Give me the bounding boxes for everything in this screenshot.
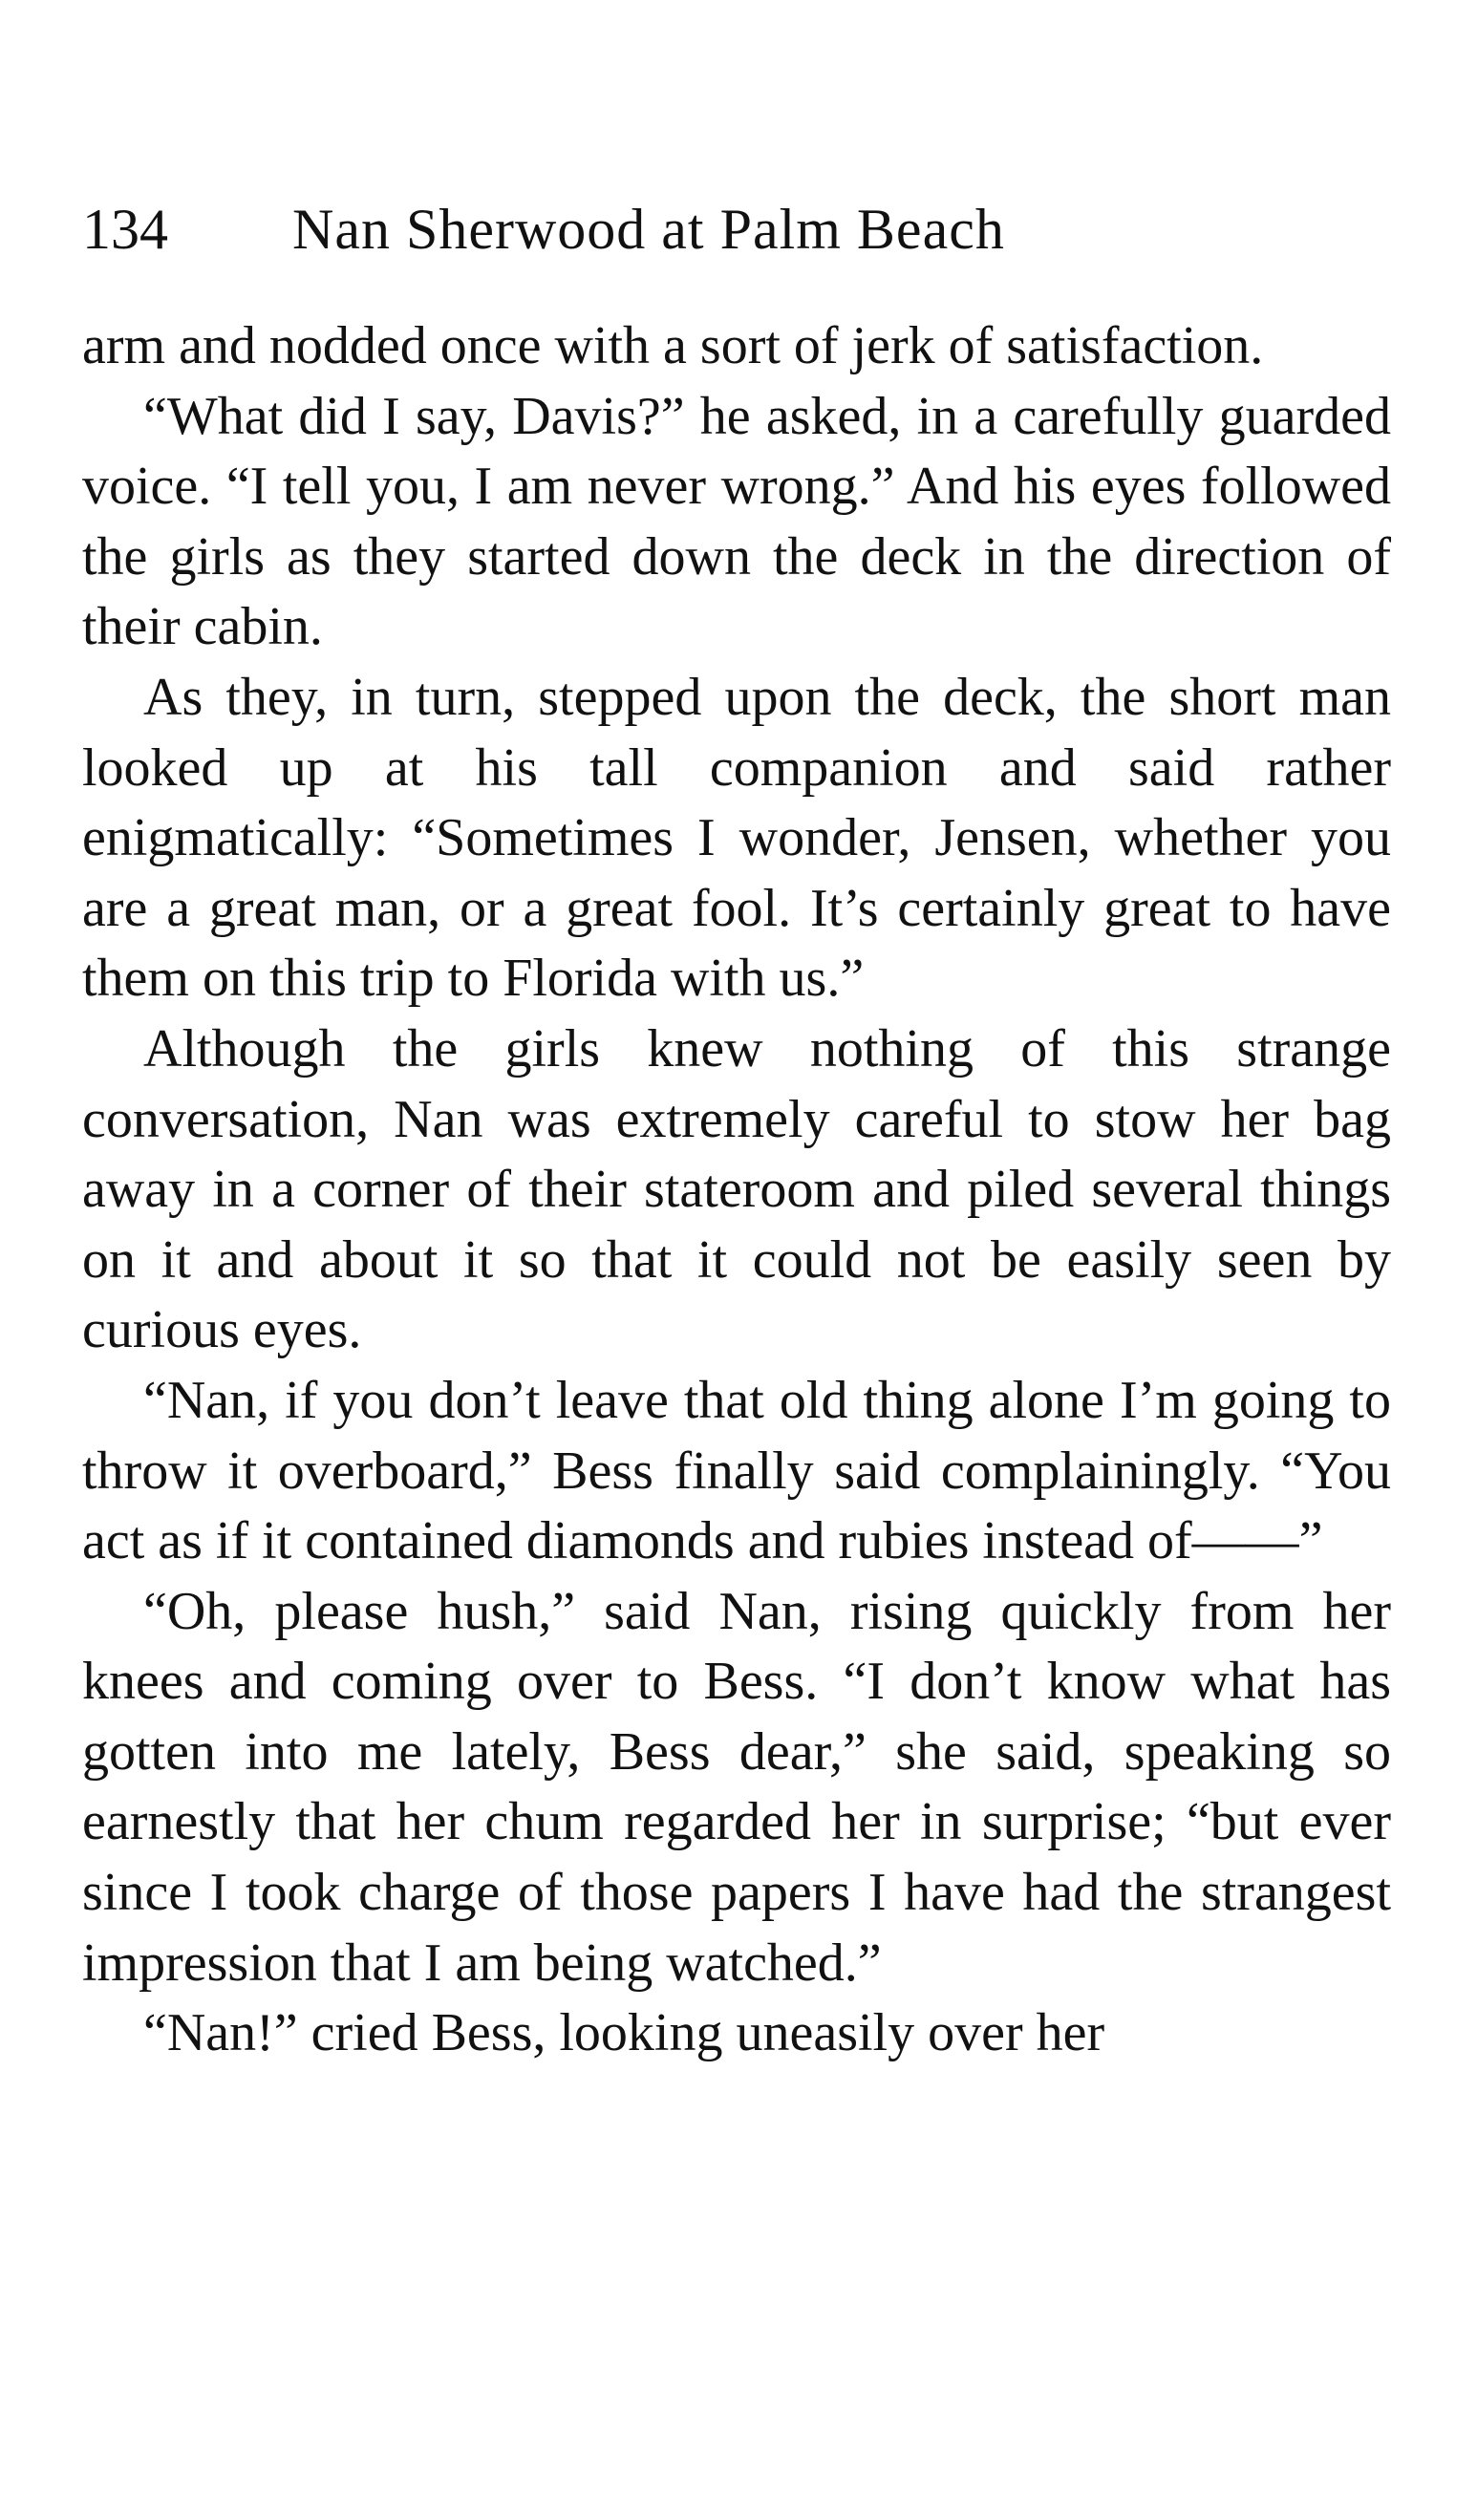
paragraph: “What did I say, Davis?” he asked, in a carefully guarded voice. “I tell you, I am never wrong.” And his eyes followed the girls as they started down the deck in the direction of their cabin. (82, 386, 1391, 657)
paragraph: Although the girls knew nothing of this strange conversation, Nan was extremely careful to stow her bag away in a corner of their stateroom and piled several things on it and about it so that it could not be easily seen by curious eyes. (82, 1018, 1391, 1360)
paragraph: As they, in turn, stepped upon the deck, the short man looked up at his tall companion and said rather enigmatically: “Sometimes I wonder, Jensen, whether you are a great man, or a great fool. It’s certainly great to have them on this trip to Florida with us.” (82, 667, 1391, 1009)
paragraph: “Nan!” cried Bess, looking uneasily over her (143, 2003, 1105, 2063)
paragraph-continued: arm and nodded once with a sort of jerk of satisfaction. (82, 316, 1264, 375)
paragraph: “Oh, please hush,” said Nan, rising quickly from her knees and coming over to Bess. “I don’t know what has gotten into me lately, Bess dear,” she said, speaking so earnestly that her chum regarded her in surprise; “but ever since I took charge of those papers I have had the strangest impression that I am being watched.” (82, 1581, 1391, 1993)
paragraph: “Nan, if you don’t leave that old thing alone I’m going to throw it overboard,” Bess finally said complainingly. “You act as if it contained diamonds and rubies instead of——” (82, 1370, 1391, 1571)
book-title: Nan Sherwood at Palm Beach (292, 198, 1005, 261)
page-number: 134 (82, 198, 168, 261)
page-body (82, 311, 1391, 2069)
running-head (82, 191, 1391, 267)
